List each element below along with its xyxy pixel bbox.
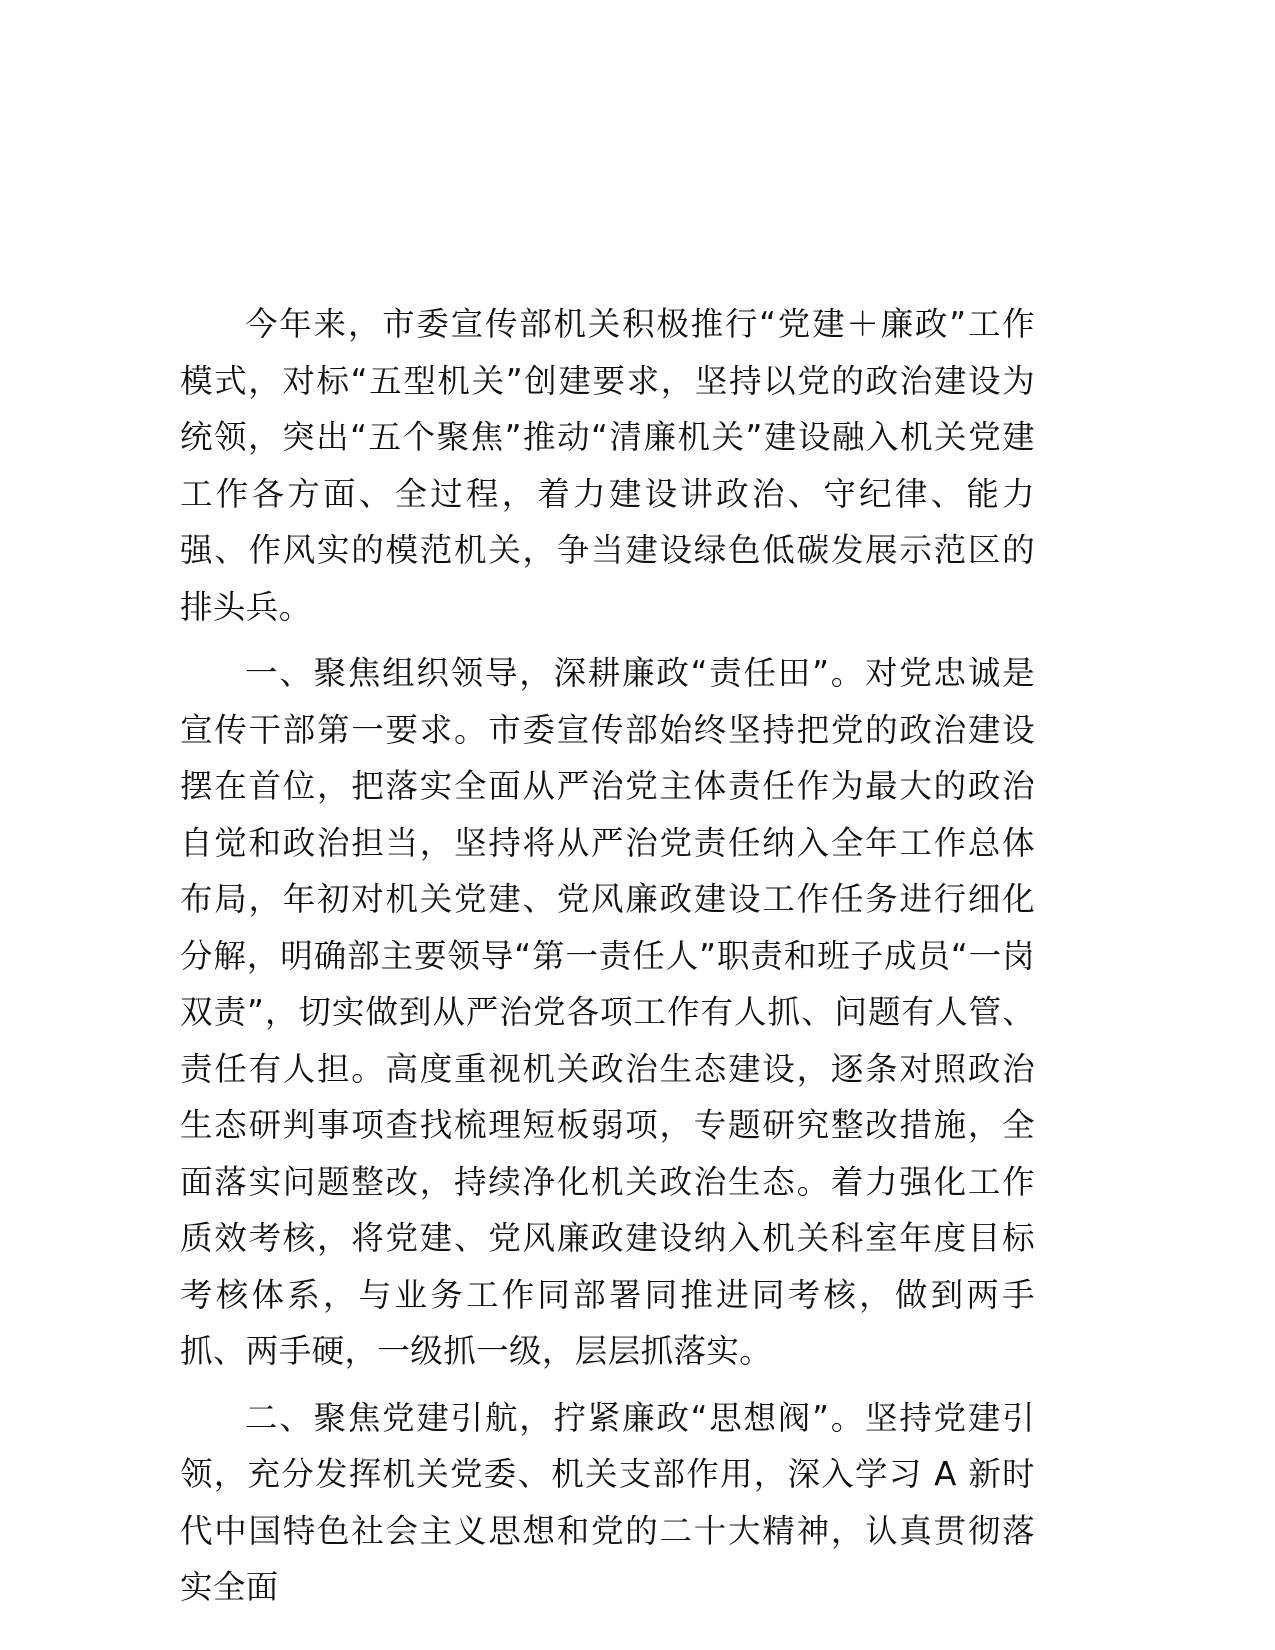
section-one-paragraph: 一、聚焦组织领导，深耕廉政“责任田”。对党忠诚是宣传干部第一要求。市委宣传部始终坚持把党的政治建设摆在首位，把落实全面从严治党主体责任作为最大的政治自觉和政治担当，坚持将从严治党责任纳入全年工作总体布局，年初对机关党建、党风廉政建设工作任务进行细化分解，明确部主要领导“第一责任人”职责和班子成员“一岗双责”，切实做到从严治党各项工作有人抓、问题有人管、责任有人担。高度重视机关政治生态建设，逐条对照政治生态研判事项查找梳理短板弱项，专题研究整改措施，全面落实问题整改，持续净化机关政治生态。着力强化工作质效考核，将党建、党风廉政建设纳入机关科室年度目标考核体系，与业务工作同部署同推进同考核，做到两手抓、两手硬，一级抓一级，层层抓落实。 (180, 654, 1035, 1370)
section-two-paragraph: 二、聚焦党建引航，拧紧廉政“思想阀”。坚持党建引领，充分发挥机关党委、机关支部作用，深入学习 A 新时代中国特色社会主义思想和党的二十大精神，认真贯彻落实全面 (180, 1398, 1035, 1606)
document-body (180, 296, 1035, 1626)
intro-paragraph: 今年来，市委宣传部机关积极推行“党建＋廉政”工作模式，对标“五型机关”创建要求，坚持以党的政治建设为统领，突出“五个聚焦”推动“清廉机关”建设融入机关党建工作各方面、全过程，着力建设讲政治、守纪律、能力强、作风实的模范机关，争当建设绿色低碳发展示范区的排头兵。 (180, 305, 1035, 626)
